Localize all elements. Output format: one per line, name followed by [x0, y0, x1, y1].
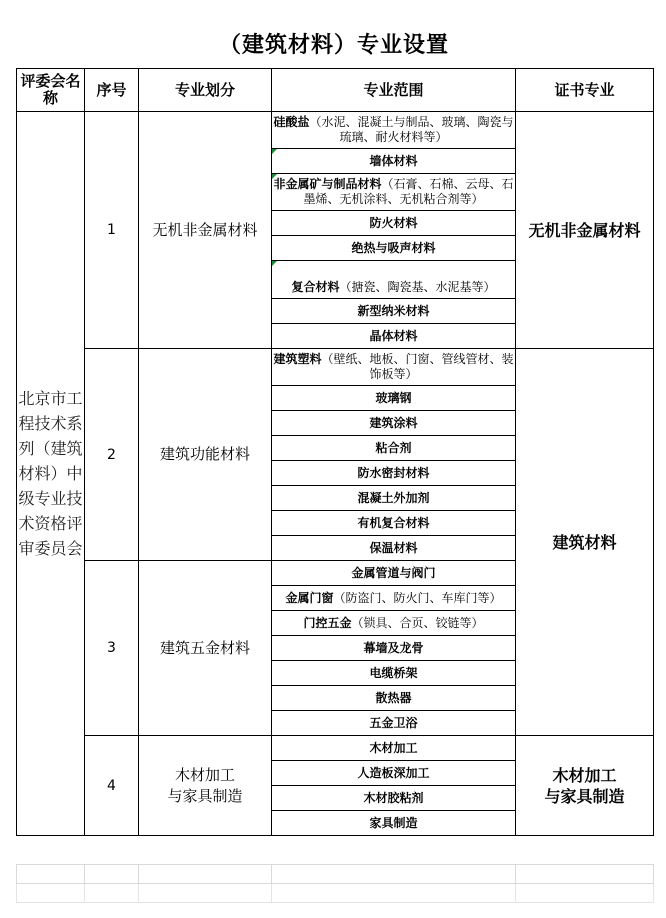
division-line: 与家具制造	[167, 786, 243, 805]
scope-name: 墙体材料	[369, 153, 418, 168]
scope-cell[interactable]	[272, 349, 516, 386]
scope-cell[interactable]	[272, 436, 516, 461]
scope-name: 木材胶粘剂	[363, 790, 424, 805]
committee-cell[interactable]: 北京市工程技术系列（建筑材料）中级专业技术资格评审委员会	[17, 112, 85, 836]
header-scope[interactable]: 专业范围	[272, 69, 516, 112]
scope-cell[interactable]	[272, 536, 516, 561]
scope-cell[interactable]	[272, 661, 516, 686]
scope-name: 非金属矿与制品材料	[273, 177, 382, 191]
scope-name: 有机复合材料	[357, 515, 430, 530]
scope-name: 门控五金	[303, 615, 352, 630]
scope-name: 新型纳米材料	[357, 303, 430, 318]
scope-cell[interactable]	[272, 761, 516, 786]
scope-cell[interactable]	[272, 112, 516, 149]
scope-name: 晶体材料	[369, 328, 418, 343]
scope-cell[interactable]	[272, 636, 516, 661]
empty-cell[interactable]	[139, 865, 272, 884]
scope-note: （壁纸、地板、门窗、管线管材、装饰板等）	[321, 352, 514, 381]
scope-name: 金属管道与阀门	[351, 565, 436, 580]
specialty-table	[16, 68, 654, 836]
scope-note: （防盗门、防火门、车库门等）	[333, 590, 502, 605]
scope-cell[interactable]	[272, 561, 516, 586]
page-title: （建筑材料）专业设置	[218, 32, 449, 58]
empty-cell[interactable]	[17, 865, 85, 884]
scope-cell[interactable]	[272, 511, 516, 536]
scope-name: 木材加工	[369, 740, 418, 755]
seq-cell[interactable]: 4	[85, 736, 139, 836]
cert-line: 木材加工	[552, 765, 617, 785]
header-seq[interactable]: 序号	[85, 69, 139, 112]
seq-cell[interactable]: 1	[85, 112, 139, 349]
empty-grid-rows	[16, 864, 654, 903]
scope-cell[interactable]	[272, 174, 516, 211]
seq-cell[interactable]: 2	[85, 349, 139, 561]
scope-cell[interactable]	[272, 149, 516, 174]
scope-name: 建筑涂料	[369, 415, 418, 430]
cert-cell[interactable]: 无机非金属材料	[516, 112, 654, 349]
scope-name: 绝热与吸声材料	[351, 240, 436, 255]
scope-name: 防水密封材料	[357, 465, 430, 480]
cert-line: 与家具制造	[544, 786, 625, 806]
scope-name: 防火材料	[369, 215, 418, 230]
scope-cell[interactable]	[272, 586, 516, 611]
empty-cell[interactable]	[272, 865, 516, 884]
division-line: 木材加工	[174, 765, 235, 784]
division-cell[interactable]: 无机非金属材料	[139, 112, 272, 349]
cert-cell[interactable]: 建筑材料	[516, 349, 654, 736]
scope-note: （搪瓷、陶瓷基、水泥基等）	[339, 280, 496, 294]
scope-name: 金属门窗	[285, 590, 334, 605]
division-cell[interactable]	[139, 736, 272, 836]
empty-cell[interactable]	[272, 884, 516, 903]
scope-cell[interactable]	[272, 786, 516, 811]
table-row	[17, 112, 654, 149]
scope-cell[interactable]	[272, 736, 516, 761]
scope-cell[interactable]	[272, 386, 516, 411]
scope-name: 散热器	[375, 690, 412, 705]
scope-name: 混凝土外加剂	[357, 490, 430, 505]
scope-cell[interactable]	[272, 611, 516, 636]
scope-name: 建筑塑料	[273, 352, 322, 366]
scope-cell[interactable]	[272, 236, 516, 261]
scope-name: 家具制造	[369, 815, 418, 830]
scope-note: （水泥、混凝土与制品、玻璃、陶瓷与琉璃、耐火材料等）	[309, 115, 514, 144]
table-row	[17, 736, 654, 761]
scope-name: 五金卫浴	[369, 715, 418, 730]
scope-cell[interactable]	[272, 299, 516, 324]
division-cell[interactable]: 建筑功能材料	[139, 349, 272, 561]
scope-name: 复合材料	[291, 280, 340, 294]
empty-cell[interactable]	[17, 884, 85, 903]
scope-name: 粘合剂	[375, 440, 412, 455]
header-row	[17, 69, 654, 112]
cert-cell[interactable]	[516, 736, 654, 836]
scope-name: 电缆桥架	[369, 665, 418, 680]
empty-row	[17, 884, 654, 903]
scope-cell[interactable]	[272, 461, 516, 486]
division-cell[interactable]: 建筑五金材料	[139, 561, 272, 736]
scope-cell[interactable]	[272, 711, 516, 736]
scope-cell[interactable]	[272, 261, 516, 299]
table-row	[17, 349, 654, 386]
scope-cell[interactable]	[272, 486, 516, 511]
empty-cell[interactable]	[139, 884, 272, 903]
scope-name: 硅酸盐	[273, 115, 310, 129]
header-committee-label: 评委会名称	[20, 72, 81, 107]
scope-name: 玻璃钢	[375, 390, 412, 405]
scope-cell[interactable]	[272, 211, 516, 236]
header-cert[interactable]: 证书专业	[516, 69, 654, 112]
scope-cell[interactable]	[272, 686, 516, 711]
scope-cell[interactable]	[272, 411, 516, 436]
scope-cell[interactable]	[272, 324, 516, 349]
empty-cell[interactable]	[85, 884, 139, 903]
scope-name: 幕墙及龙骨	[363, 640, 424, 655]
seq-cell[interactable]: 3	[85, 561, 139, 736]
empty-cell[interactable]	[516, 865, 654, 884]
scope-cell[interactable]	[272, 811, 516, 836]
scope-name: 人造板深加工	[357, 765, 430, 780]
scope-note: （锁具、合页、铰链等）	[351, 615, 484, 630]
empty-row	[17, 865, 654, 884]
empty-cell[interactable]	[85, 865, 139, 884]
empty-cell[interactable]	[516, 884, 654, 903]
scope-note: （石膏、石棉、云母、石墨烯、无机涂料、无机粘合剂等）	[303, 177, 514, 206]
header-division[interactable]: 专业划分	[139, 69, 272, 112]
scope-name: 保温材料	[369, 540, 418, 555]
header-committee[interactable]	[17, 69, 85, 112]
